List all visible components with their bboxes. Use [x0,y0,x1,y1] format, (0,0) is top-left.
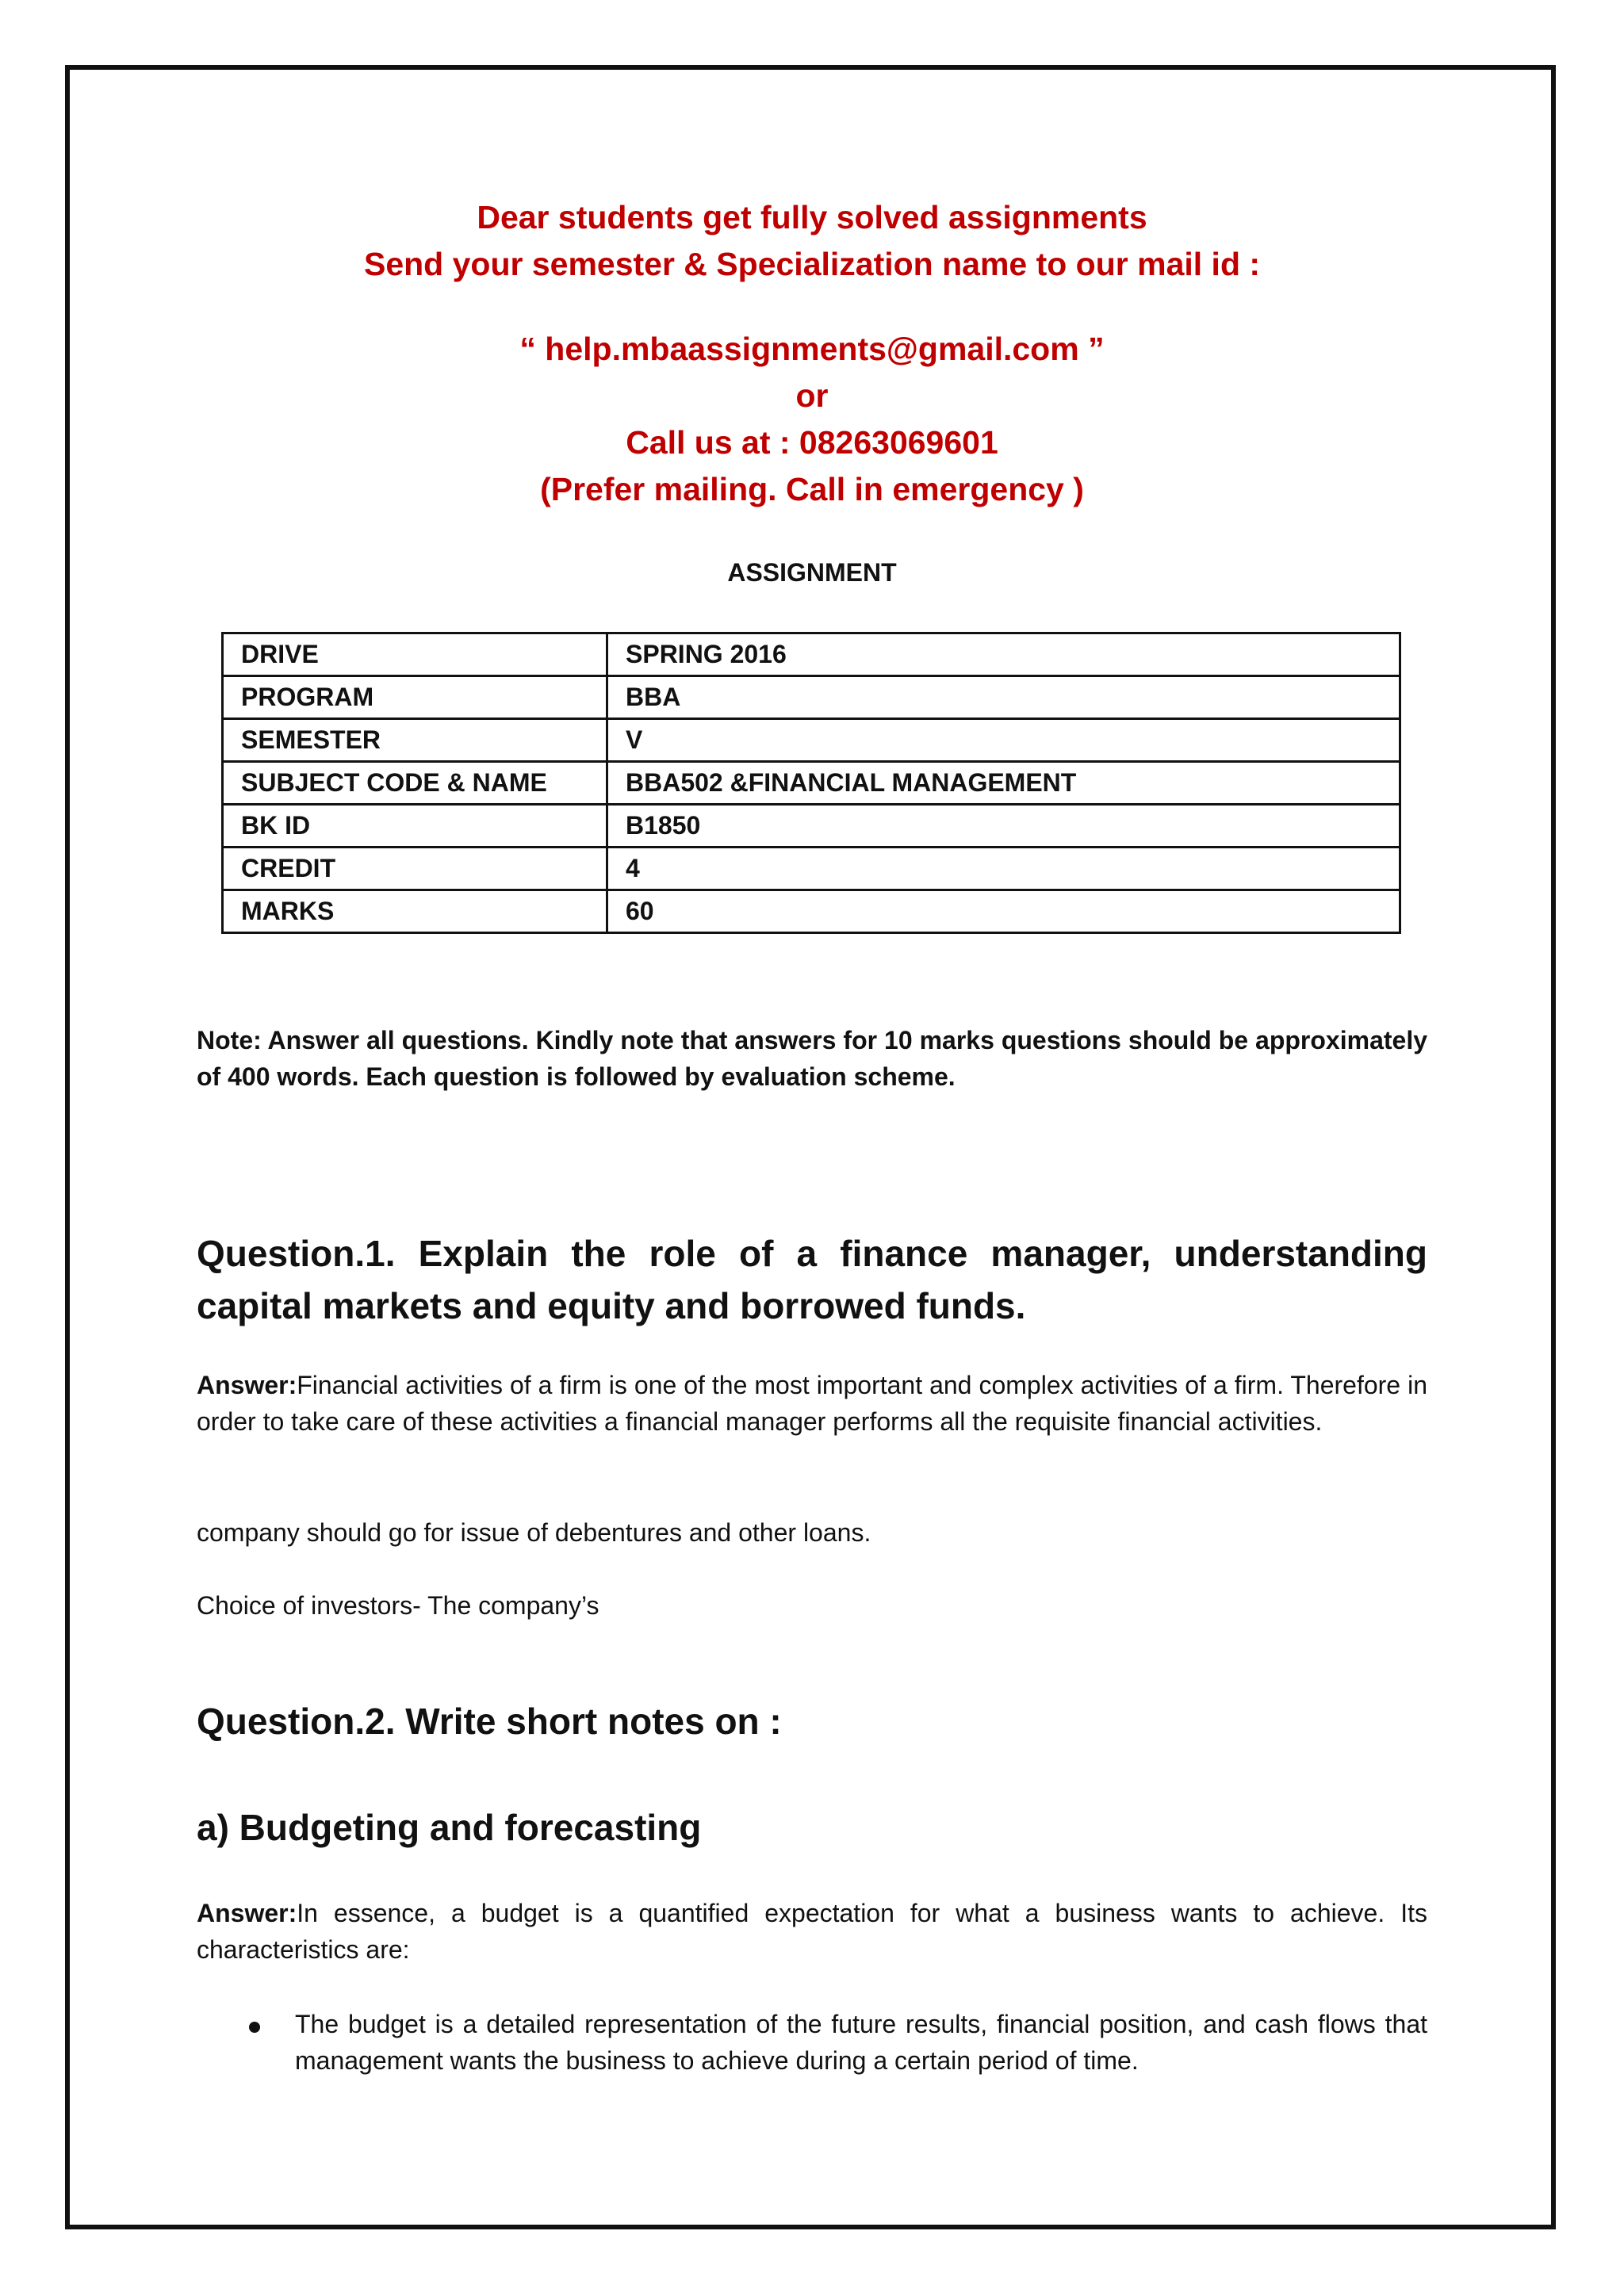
question-1-paragraph-3: Choice of investors- The company’s [197,1591,599,1620]
answer-label: Answer: [197,1371,297,1399]
table-value: SPRING 2016 [607,633,1400,676]
table-key: PROGRAM [223,676,607,719]
table-key: MARKS [223,890,607,933]
assignment-title: ASSIGNMENT [727,558,897,587]
table-row [223,676,1400,719]
promo-prefer-note: (Prefer mailing. Call in emergency ) [540,471,1084,507]
table-row [223,719,1400,762]
answer-text: Financial activities of a firm is one of the most important and complex activities of a firm. Therefore in order to take care of these activities a financial manager performs all the requisite financial activities. [197,1371,1427,1436]
answer-label: Answer: [197,1899,297,1927]
promo-gap [0,288,1624,326]
table-value: V [607,719,1400,762]
table-value: 4 [607,848,1400,890]
question-1-paragraph-2: company should go for issue of debentures and other loans. [197,1518,871,1547]
promo-line-2: Send your semester & Specialization name to our mail id : [363,246,1261,282]
table-key: CREDIT [223,848,607,890]
promo-line-1: Dear students get fully solved assignments [477,199,1147,235]
question-1-answer [197,1367,1427,1440]
question-2-answer [197,1895,1427,1968]
table-row [223,848,1400,890]
table-key: SUBJECT CODE & NAME [223,762,607,805]
table-row [223,890,1400,933]
table-value: BBA502 &FINANCIAL MANAGEMENT [607,762,1400,805]
table-key: BK ID [223,805,607,848]
table-value: BBA [607,676,1400,719]
question-1-heading: Question.1. Explain the role of a finance manager, understanding capital markets and equity and borrowed funds. [197,1233,1427,1326]
table-key: SEMESTER [223,719,607,762]
promo-phone: Call us at : 08263069601 [626,424,998,461]
table-row [223,762,1400,805]
table-row [223,633,1400,676]
bullet-icon [249,2022,260,2033]
promo-email: “ help.mbaassignments@gmail.com ” [519,331,1105,367]
promo-header [0,194,1624,513]
answer-text: In essence, a budget is a quantified expectation for what a business wants to achieve. Its characteristics are: [197,1899,1427,1964]
bullet-text: The budget is a detailed representation of the future results, financial position, and cash flows that management wants the business to achieve during a certain period of time. [295,2010,1427,2075]
instructions-note: Note: Answer all questions. Kindly note that answers for 10 marks questions should be approximately of 400 words. Each question is followed by evaluation scheme. [197,1026,1427,1091]
table-row [223,805,1400,848]
table-value: 60 [607,890,1400,933]
question-2-heading: Question.2. Write short notes on : [197,1701,782,1742]
table-value: B1850 [607,805,1400,848]
promo-or: or [795,377,829,414]
question-2-subheading: a) Budgeting and forecasting [197,1807,702,1848]
table-key: DRIVE [223,633,607,676]
assignment-info-table [221,632,1401,934]
